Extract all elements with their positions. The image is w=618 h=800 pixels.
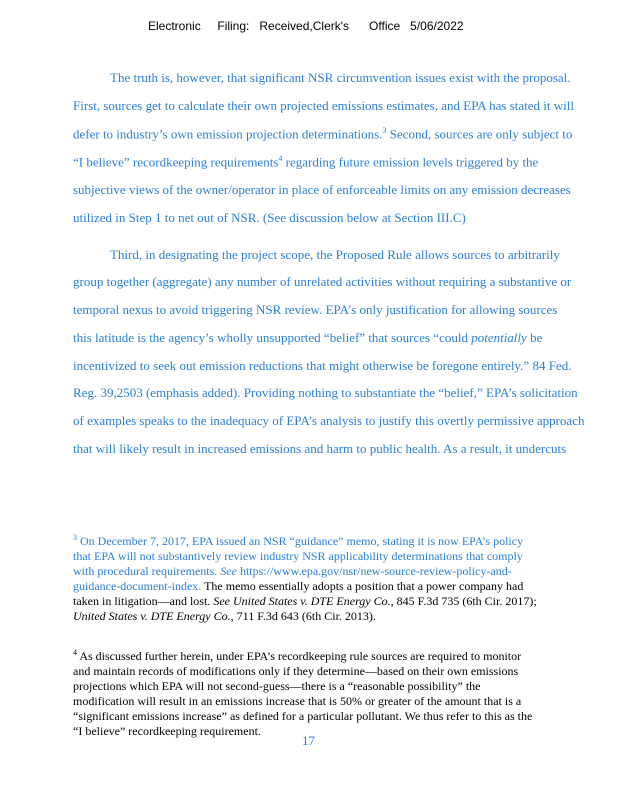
body-line: subjective views of the owner/operator in place of enforceable limits on any emission decreases [73,182,571,197]
filing-header: Electronic Filing: Received,Clerk's Office 5/06/2022 [148,19,464,33]
page-number: 17 [302,733,315,748]
text: , 711 F.3d 643 (6th Cir. 2013). [230,609,376,623]
text: The memo essentially adopts a position that a power company had [201,579,524,593]
body-line: First, sources get to calculate their own projected emissions estimates, and EPA has stated it will [73,98,575,113]
footnote-ref[interactable]: 4 [278,154,283,163]
citation: See United States v. DTE Energy Co. [213,594,391,608]
body-line: temporal nexus to avoid triggering NSR review. EPA’s only justification for allowing sources [73,302,558,317]
text: As discussed further herein, under EPA’s recordkeeping rule sources are required to monitor [79,649,522,663]
footnote-number: 4 [73,648,77,657]
signal: See [220,564,237,578]
body-line [73,330,542,346]
text: and maintain records of modifications only if they determine—based on their own emissions [73,664,519,678]
text: “I believe” recordkeeping requirements [73,154,279,170]
url-link[interactable]: guidance-document-index. [73,579,202,593]
text: with procedural requirements. [73,564,221,578]
citation: United States v. DTE Energy Co. [73,609,231,623]
body-line: group together (aggregate) any number of unrelated activities without requiring a substantive or [73,274,572,289]
footnote-ref[interactable]: 3 [382,126,387,135]
text: projections which EPA will not second-guess—there is a “reasonable possibility” the [73,679,481,693]
body-line: that will likely result in increased emissions and harm to public health. As a result, it undercuts [73,441,567,456]
body-line [73,126,572,142]
footnote-3 [73,530,537,624]
text: defer to industry’s own emission projection determinations. [73,126,383,142]
body-line: utilized in Step 1 to net out of NSR. (See discussion below at Section III.C) [73,210,466,225]
body-line: The truth is, however, that significant NSR circumvention issues exist with the proposal. [110,70,571,85]
emphasis: potentially [471,330,527,345]
body-line: incentivized to seek out emission reductions that might otherwise be foregone entirely.” 84 Fed. [73,358,572,373]
text: taken in litigation—and lost. [73,594,214,608]
footnote-4 [73,645,532,739]
text: , 845 F.3d 735 (6th Cir. 2017); [390,594,537,608]
text: “significant emissions increase” as defined for a particular pollutant. We thus refer to this as the [73,709,533,723]
body-line: Reg. 39,2503 (emphasis added). Providing nothing to substantiate the “belief,” EPA’s solicitation [73,385,578,400]
body-line: of examples speaks to the inadequacy of EPA’s analysis to justify this overtly permissive approach [73,413,585,428]
body-line: Third, in designating the project scope, the Proposed Rule allows sources to arbitrarily [110,247,560,262]
footnote-number: 3 [73,533,77,542]
text: regarding future emission levels triggered by the [282,154,539,170]
text: modification will result in an emissions increase that is 50% or greater of the amount that is a [73,694,522,708]
text: that EPA will not substantively review industry NSR applicability determinations that comply [73,549,523,563]
body-line [73,154,538,170]
text: “I believe” recordkeeping requirement. [73,724,261,738]
url-link[interactable]: https://www.epa.gov/nsr/new-source-review-policy-and- [236,564,512,578]
text: this latitude is the agency’s wholly unsupported “belief” that sources “could [73,330,472,345]
text: Second, sources are only subject to [386,126,573,142]
text: be [526,330,543,345]
text: On December 7, 2017, EPA issued an NSR “guidance” memo, stating it is now EPA’s policy [80,534,524,548]
